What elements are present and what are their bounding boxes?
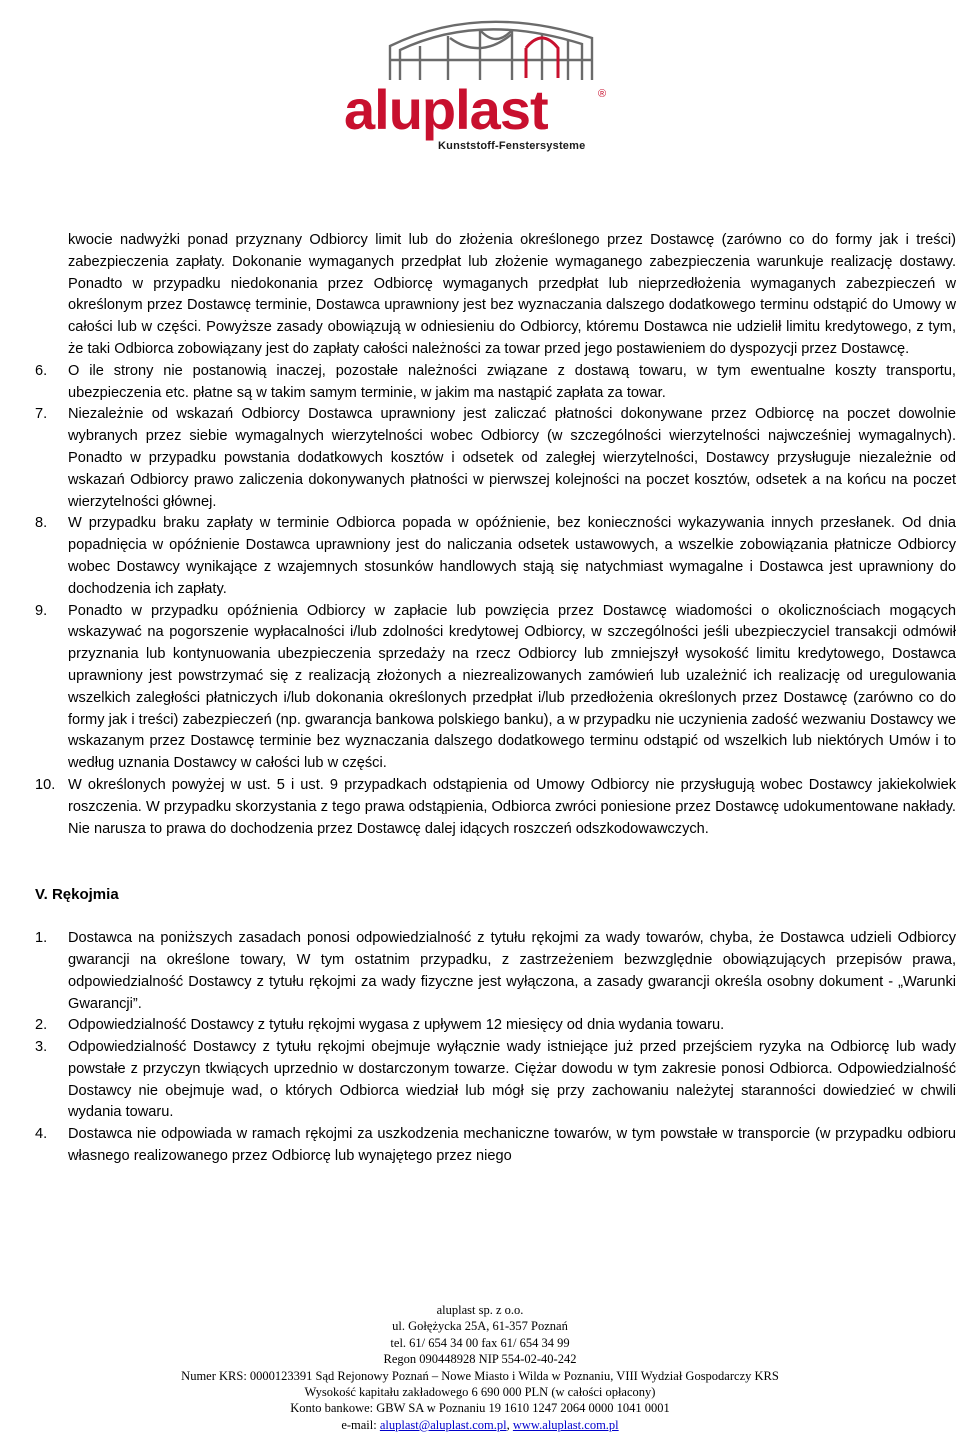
list-item bbox=[35, 404, 956, 513]
footer-contact bbox=[0, 1417, 960, 1433]
list-item bbox=[35, 1015, 956, 1037]
list-item bbox=[35, 1037, 956, 1124]
email-link[interactable]: aluplast@aluplast.com.pl bbox=[379, 1417, 507, 1432]
footer-address: ul. Gołężycka 25A, 61-357 Poznań bbox=[392, 1319, 568, 1334]
item-text: Odpowiedzialność Dostawcy z tytułu rękojmi wygasa z upływem 12 miesięcy od dnia wydania towaru. bbox=[68, 1017, 725, 1034]
company-logo bbox=[330, 8, 630, 158]
item-number: 3. bbox=[35, 1039, 48, 1056]
footer-krs: Numer KRS: 0000123391 Sąd Rejonowy Poznań – Nowe Miasto i Wilda w Poznaniu, VIII Wydział Gospodarczy KRS bbox=[181, 1368, 779, 1383]
document-body bbox=[35, 230, 956, 1168]
item-number: 8. bbox=[35, 515, 48, 532]
intro-paragraph: kwocie nadwyżki ponad przyznany Odbiorcy limit lub do złożenia określonego przez Dostawcę (zarówno co do formy jak i treści) zabezpieczenia zapłaty. Dokonanie wymaganych przedpłat lub złożenie wymaganego zabezpieczenia warunkuje realizację dostawy. Ponadto w przypadku niedokonania przez Odbiorcę wymaganych przedpłat lub nieprzedłożenia wymaganych zabezpieczeń w określonym przez Dostawcę terminie, Dostawca uprawniony jest bez wyznaczania dalszego dodatkowego terminu odstąpić do Umowy w całości lub w części. Powyższe zasady obowiązują w odniesieniu do Odbiorcy, któremu Dostawca nie udzielił limitu kredytowego, z tym, że taki Odbiorca zobowiązany jest do zapłaty całości należności za towar przed jego postawieniem do dyspozycji przez Dostawcę. bbox=[68, 232, 956, 357]
payment-terms-list bbox=[35, 361, 956, 841]
footer-bank: Konto bankowe: GBW SA w Poznaniu 19 1610 1247 2064 0000 1041 0001 bbox=[290, 1401, 670, 1416]
footer-phone: tel. 61/ 654 34 00 fax 61/ 654 34 99 bbox=[390, 1335, 570, 1350]
section-heading: V. Rękojmia bbox=[35, 886, 119, 904]
item-number: 1. bbox=[35, 930, 48, 947]
website-link[interactable]: www.aluplast.com.pl bbox=[512, 1417, 619, 1432]
item-text: W określonych powyżej w ust. 5 i ust. 9 przypadkach odstąpienia od Umowy Odbiorcy nie przysługują wobec Dostawcy jakiekolwiek roszczenia. W przypadku skorzystania z tego prawa odstąpienia, Odbiorca zwróci poniesione przez Dostawcę udokumentowane nakłady. Nie narusza to prawa do dochodzenia przez Dostawcę dalej idących roszczeń odszkodowawczych. bbox=[68, 776, 956, 837]
item-number: 10. bbox=[35, 776, 56, 793]
list-item bbox=[35, 775, 956, 840]
list-item bbox=[35, 1124, 956, 1168]
item-text: W przypadku braku zapłaty w terminie Odbiorca popada w opóźnienie, bez konieczności wykazywania innych przesłanek. Od dnia popadnięcia w opóźnienie Dostawca uprawniony jest do naliczania odsetek ustawowych, a wszelkie zobowiązania płatnicze Odbiorcy wobec Dostawcy wynikające z wzajemnych stosunków handlowych stają się natychmiast wymagalne i Dostawca jest uprawniony do dochodzenia ich zapłaty. bbox=[68, 515, 956, 597]
separator: , bbox=[506, 1417, 513, 1432]
brand-name: aluplast bbox=[344, 78, 548, 141]
list-item bbox=[35, 513, 956, 600]
item-number: 7. bbox=[35, 406, 48, 423]
brand-tagline: Kunststoff-Fenstersysteme bbox=[438, 140, 586, 152]
registered-mark: ® bbox=[598, 88, 607, 100]
item-text: Niezależnie od wskazań Odbiorcy Dostawca uprawniony jest zaliczać płatności dokonywane przez Odbiorcę na poczet dowolnie wybranych przez siebie wymagalnych wierzytelności wobec Odbiorcy (w szczególności wierzytelności najwcześniej wymagalnych). Ponadto w przypadku powstania dodatkowych kosztów i odsetek od zaległej wierzytelności, Dostawcy przysługuje niezależnie od wskazań Odbiorcy prawo zaliczenia dokonywanych płatności w pierwszej kolejności na poczet kosztów, odsetek a na końcu na poczet wierzytelności głównej. bbox=[68, 406, 956, 510]
item-number: 6. bbox=[35, 362, 48, 379]
email-label: e-mail: bbox=[341, 1417, 380, 1432]
item-text: Dostawca nie odpowiada w ramach rękojmi za uszkodzenia mechaniczne towarów, w tym powstałe w transporcie (w przypadku odbioru własnego realizowanego przez Odbiorcę lub wynajętego przez niego bbox=[68, 1126, 956, 1165]
footer-regon: Regon 090448928 NIP 554-02-40-242 bbox=[383, 1352, 577, 1367]
item-text: Odpowiedzialność Dostawcy z tytułu rękojmi obejmuje wyłącznie wady istniejące już przed przejściem ryzyka na Odbiorcę lub wady powstałe z przyczyn tkwiących uprzednio w dostarczonym towarze. Ciężar dowodu w tym zakresie ponosi Odbiorca. Odpowiedzialność Dostawcy nie obejmuje wad, o których Odbiorca wiedział lub mógł się przy zachowaniu należytej staranności dowiedzieć w chwili wydania towaru. bbox=[68, 1039, 956, 1121]
item-number: 9. bbox=[35, 602, 48, 619]
list-item bbox=[35, 601, 956, 775]
item-text: Ponadto w przypadku opóźnienia Odbiorcy w zapłacie lub powzięcia przez Dostawcę wiadomości o okolicznościach mogących wskazywać na pogorszenie wypłacalności i/lub zdolności kredytowej Odbiorcy, w szczególności jeśli ubezpieczyciel transakcji odmówił przyznania lub kontynuowania ubezpieczenia sprzedaży na rzecz Odbiorcy lub zmniejszył wysokość limitu kredytowego, Dostawca uprawniony jest powstrzymać się z realizacją złożonych a niezrealizowanych zamówień lub uzależnić ich realizację od uregulowania wszelkich zaległości płatniczych i/lub dokonania określonych przedpłat i/lub przedłożenia określonych przez Dostawcę (zarówno co do formy jak i treści) zabezpieczeń (np. gwarancja bankowa polskiego banku), a w przypadku nie uczynienia zadość wezwaniu Dostawcy we wskazanym przez Dostawcę terminie bez wyznaczania dalszego dodatkowego terminu odstąpić od wszelkich lub niektórych Umów i to według uznania Dostawcy w całości lub w części. bbox=[68, 602, 956, 772]
company-footer bbox=[0, 1302, 960, 1433]
list-item bbox=[35, 361, 956, 405]
footer-company: aluplast sp. z o.o. bbox=[436, 1303, 524, 1317]
footer-capital: Wysokość kapitału zakładowego 6 690 000 PLN (w całości opłacony) bbox=[304, 1385, 656, 1400]
warranty-terms-list bbox=[35, 928, 956, 1168]
item-number: 4. bbox=[35, 1126, 48, 1143]
list-item bbox=[35, 928, 956, 1015]
item-text: O ile strony nie postanowią inaczej, pozostałe należności związane z dostawą towaru, w tym ewentualne koszty transportu, ubezpieczenia etc. płatne są w takim samym terminie, w jakim ma nastąpić zapłata za towar. bbox=[68, 362, 956, 401]
item-number: 2. bbox=[35, 1017, 48, 1034]
item-text: Dostawca na poniższych zasadach ponosi odpowiedzialność z tytułu rękojmi za wady towarów, chyba, że Dostawca udzieli Odbiorcy gwarancji na określone towary, W tym ostatnim przypadku, z zastrzeżeniem bezwzględnie obowiązujących przepisów prawa, odpowiedzialność Dostawcy z tytułu rękojmi za wady fizyczne jest wyłączona, a zasady gwarancji określa osobny dokument - „Warunki Gwarancji”. bbox=[68, 930, 956, 1012]
window-arch-icon bbox=[330, 8, 630, 88]
